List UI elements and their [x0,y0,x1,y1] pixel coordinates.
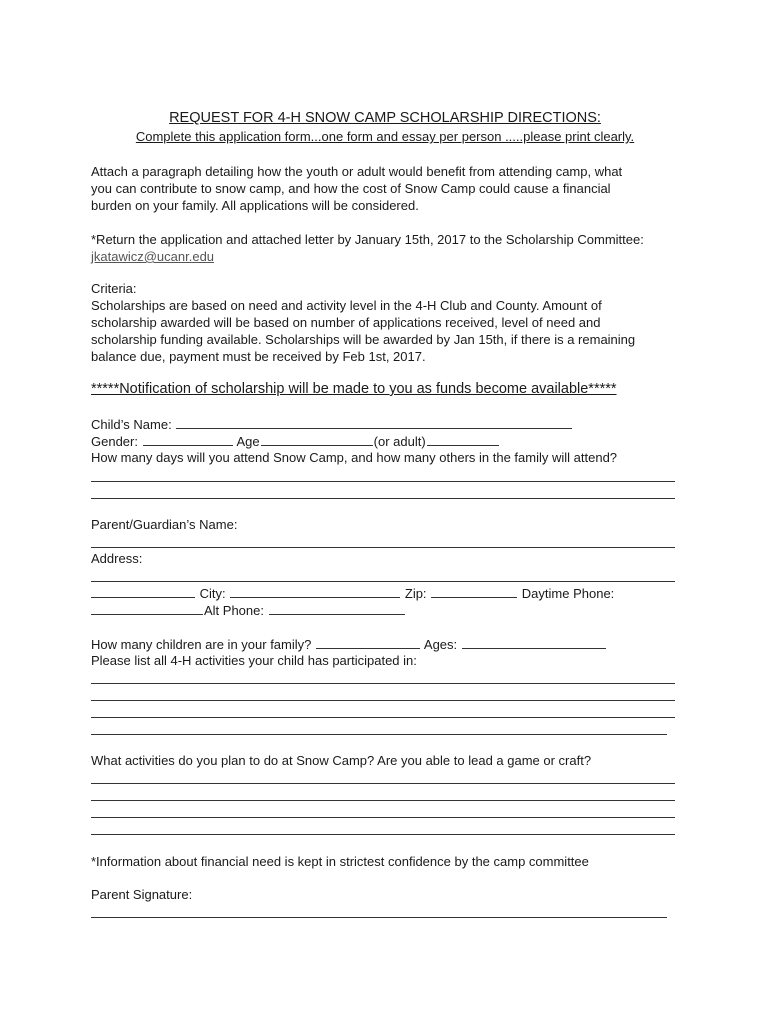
page-title: REQUEST FOR 4-H SNOW CAMP SCHOLARSHIP DIRECTIONS: [169,110,601,126]
zip-label: Zip: [404,586,427,601]
address-label: Address: [91,551,143,566]
city-field[interactable] [230,585,400,598]
days-question: How many days will you attend Snow Camp, and how many others in the family will attend? [91,450,618,465]
children-row [91,636,607,653]
snow-camp-question: What activities do you plan to do at Snow Camp? Are you able to lead a game or craft? [91,753,592,768]
signature-field[interactable] [91,917,667,918]
gender-label: Gender: [91,434,138,449]
days-answer-line-1[interactable] [91,481,675,482]
days-answer-line-2[interactable] [91,498,675,499]
activities-answer-line-3[interactable] [91,717,675,718]
alt-phone-field[interactable] [269,602,405,615]
childs-name-label: Child’s Name: [91,417,172,432]
daytime-phone-label: Daytime Phone: [521,586,615,601]
return-instructions: *Return the application and attached letter by January 15th, 2017 to the Scholarship Committee: jkatawicz@ucanr.edu [91,232,644,264]
address-field[interactable] [91,581,675,582]
adult-age-field[interactable] [427,433,499,446]
zip-field[interactable] [431,585,517,598]
snow-camp-answer-line-4[interactable] [91,834,675,835]
activities-answer-line-4[interactable] [91,734,667,735]
alt-phone-label: Alt Phone: [204,603,264,618]
childs-name-row [91,416,573,433]
financial-note: *Information about financial need is kept in strictest confidence by the camp committee [91,854,589,869]
city-label: City: [199,586,226,601]
alt-phone-row [91,602,406,619]
activities-question: Please list all 4-H activities your child has participated in: [91,653,417,668]
age-field[interactable] [261,433,373,446]
city-zip-phone-row [91,585,614,602]
children-question: How many children are in your family? [91,637,312,652]
snow-camp-answer-line-2[interactable] [91,800,675,801]
parent-name-label: Parent/Guardian’s Name: [91,517,238,532]
address-continued-field[interactable] [91,585,195,598]
signature-label: Parent Signature: [91,887,193,902]
snow-camp-answer-line-1[interactable] [91,783,675,784]
attach-paragraph: Attach a paragraph detailing how the youth or adult would benefit from attending camp, what you can contribute to snow camp, and how the cost of Snow Camp could cause a financial burden on your family. All applications will be considered. [91,164,623,213]
children-count-field[interactable] [316,636,420,649]
snow-camp-answer-line-3[interactable] [91,817,675,818]
age-label: Age [236,434,260,449]
or-adult-label: (or adult) [373,434,426,449]
notification-notice: *****Notification of scholarship will be made to you as funds become available***** [91,381,617,397]
page-subtitle: Complete this application form...one form and essay per person .....please print clearly. [135,129,635,144]
daytime-phone-field[interactable] [91,602,203,615]
criteria-section: Criteria: Scholarships are based on need and activity level in the 4-H Club and County. Amount of scholarship awarded will be based on number of applications received, level of need and scholarship funding available. Scholarships will be awarded by Jan 15th, if there is a remaining balance due, payment must be received by Feb 1st, 2017. [91,280,691,365]
gender-field[interactable] [143,433,233,446]
activities-answer-line-1[interactable] [91,683,675,684]
parent-name-field[interactable] [91,547,675,548]
criteria-heading: Criteria: [91,281,137,296]
childs-name-field[interactable] [176,416,572,429]
ages-label: Ages: [423,637,458,652]
activities-answer-line-2[interactable] [91,700,675,701]
email-link[interactable]: jkatawicz@ucanr.edu [91,249,215,264]
ages-field[interactable] [462,636,606,649]
gender-age-row [91,433,500,450]
